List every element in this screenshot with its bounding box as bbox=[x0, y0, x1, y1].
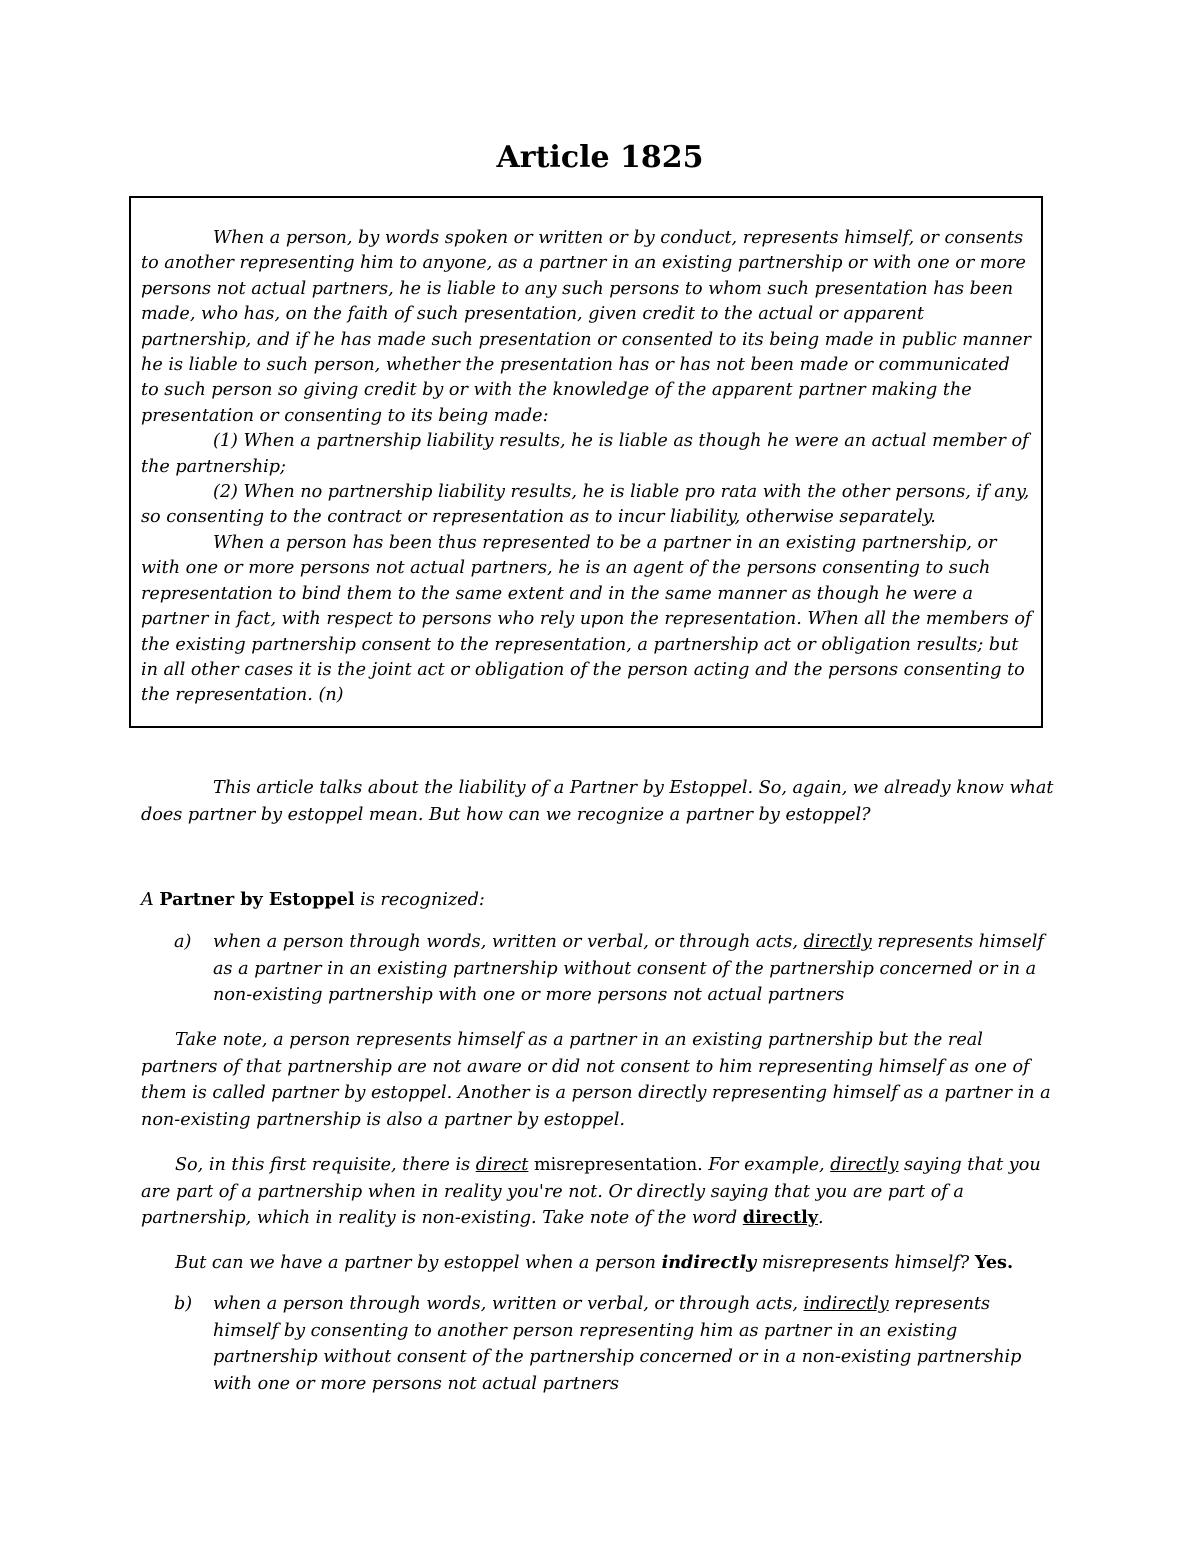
article-paragraph: When a person has been thus represented to be a partner in an existing partnership, or with one or more persons not actual partners, he is an agent of the persons consenting to such representation to bind them to the same extent and in the same manner as though he were a partner in fact, with respect to persons who rely upon the representation. When all the members of the existing partnership consent to the representation, a partnership act or obligation results; but in all other cases it is the joint act or obligation of the person acting and the persons consenting to the representation. (n) bbox=[141, 532, 1032, 706]
answer-yes: Yes. bbox=[974, 1252, 1014, 1273]
page-title: Article 1825 bbox=[496, 140, 704, 175]
article-text bbox=[141, 226, 1033, 709]
emphasis-directly-bold: directly bbox=[742, 1207, 818, 1228]
list-item-a: a) when a person through words, written or verbal, or through acts, directly represents himself as a partner in an existing partnership without consent of the partnership concerned or in a non-existing partnership with one or more persons not actual partners bbox=[141, 929, 1056, 1009]
intro-paragraph: This article talks about the liability of a Partner by Estoppel. So, again, we already know what does partner by estoppel mean. But how can we recognize a partner by estoppel? bbox=[141, 778, 1054, 825]
emphasis-directly: directly bbox=[803, 932, 872, 952]
article-clause-2: (2) When no partnership liability results, he is liable pro rata with the other persons, if any, so consenting to the contract or representation as to incur liability, otherwise separately. bbox=[141, 482, 1030, 528]
article-clause-1: (1) When a partnership liability results, he is liable as though he were an actual member of the partnership; bbox=[141, 431, 1029, 477]
recognized-heading: A Partner by Estoppel is recognized: bbox=[141, 889, 485, 910]
article-paragraph: When a person, by words spoken or written or by conduct, represents himself, or consents to another representing him to anyone, as a partner in an existing partnership or with one or more persons not actual partners, he is liable to any such persons to whom such presentation has been made, who has, on the faith of such presentation, given credit to the actual or apparent partnership, and if he has made such presentation or consented to its being made in public manner he is liable to such person, whether the presentation has or has not been made or communicated to such person so giving credit by or with the knowledge of the apparent partner making the presentation or consenting to its being made: bbox=[141, 228, 1031, 426]
list-marker: a) bbox=[174, 932, 192, 952]
list-item-b: b) when a person through words, written or verbal, or through acts, indirectly represents himself by consenting to another person representing him as partner in an existing partnership without consent of the partnership concerned or in a non-existing partnership with one or more persons not actual partners bbox=[141, 1291, 1056, 1397]
note-paragraph: Take note, a person represents himself as a partner in an existing partnership but the real partners of that partnership are not aware or did not consent to him representing himself as one of them is called partner by estoppel. Another is a person directly representing himself as a partner in a non-existing partnership is also a partner by estoppel. bbox=[141, 1030, 1051, 1130]
first-requisite-paragraph: So, in this first requisite, there is direct misrepresentation. For example, directly saying that you are part of a partnership when in reality you're not. Or directly saying that you are part of a partnership, which in reality is non-existing. Take note of the word directly. bbox=[141, 1155, 1041, 1228]
emphasis-indirectly: indirectly bbox=[803, 1294, 889, 1314]
question-paragraph: But can we have a partner by estoppel when a person indirectly misrepresents himself? Yes. bbox=[175, 1252, 1014, 1273]
list-marker: b) bbox=[174, 1294, 193, 1314]
emphasis-indirectly: indirectly bbox=[661, 1252, 757, 1273]
term-partner-by-estoppel: Partner by Estoppel bbox=[159, 889, 355, 910]
